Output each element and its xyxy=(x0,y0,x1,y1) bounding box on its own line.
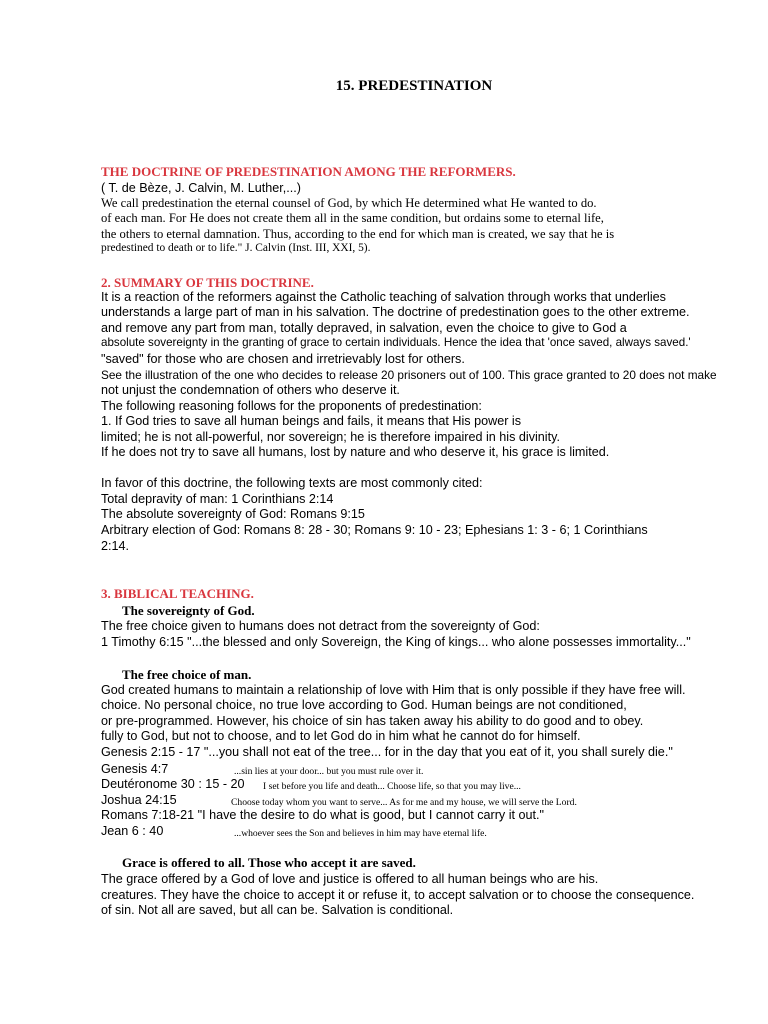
subsection-title: The sovereignty of God. xyxy=(122,603,255,618)
section-2-line: understands a large part of man in his salvation. The doctrine of predestination goes to the other extreme. xyxy=(101,305,690,319)
section-3-line: creatures. They have the choice to accept it or refuse it, to accept salvation or to choose the consequence. xyxy=(101,888,695,902)
section-2-line: If he does not try to save all humans, lost by nature and who deserve it, his grace is limited. xyxy=(101,445,610,459)
section-2-line: Arbitrary election of God: Romans 8: 28 - 30; Romans 9: 10 - 23; Ephesians 1: 3 - 6; 1 Corinthians xyxy=(101,523,648,537)
section-3-line: The grace offered by a God of love and justice is offered to all human beings who are his. xyxy=(101,872,599,886)
section-1-heading: THE DOCTRINE OF PREDESTINATION AMONG THE REFORMERS. xyxy=(101,164,516,179)
section-2-line: See the illustration of the one who decides to release 20 prisoners out of 100. This grace granted to 20 does not make xyxy=(101,368,717,382)
scripture-quote: ...whoever sees the Son and believes in him may have eternal life. xyxy=(234,828,487,839)
section-2-line: The absolute sovereignty of God: Romans 9:15 xyxy=(101,507,365,521)
section-2-line: 1. If God tries to save all human beings and fails, it means that His power is xyxy=(101,414,521,428)
page-title: 15. PREDESTINATION xyxy=(335,78,493,94)
section-1-line: ( T. de Bèze, J. Calvin, M. Luther,...) xyxy=(101,181,301,195)
section-1-line: We call predestination the eternal counsel of God, by which He determined what He wanted to do. xyxy=(101,196,597,210)
section-3-heading: 3. BIBLICAL TEACHING. xyxy=(101,586,254,601)
scripture-reference: Romans 7:18-21 "I have the desire to do what is good, but I cannot carry it out." xyxy=(101,808,544,822)
scripture-reference: Jean 6 : 40 xyxy=(101,824,164,838)
section-2-line: The following reasoning follows for the proponents of predestination: xyxy=(101,399,482,413)
section-2-line: 2:14. xyxy=(101,539,130,553)
section-1-line: of each man. For He does not create them all in the same condition, but ordains some to eternal life, xyxy=(101,211,604,225)
section-2-line: limited; he is not all-powerful, nor sovereign; he is therefore impaired in his divinity. xyxy=(101,430,560,444)
section-3-line: Genesis 2:15 - 17 "...you shall not eat of the tree... for in the day that you eat of it, you shall surely die." xyxy=(101,745,673,759)
section-2-line: "saved" for those who are chosen and irretrievably lost for others. xyxy=(101,352,465,366)
scripture-quote: I set before you life and death... Choose life, so that you may live... xyxy=(263,781,521,792)
scripture-reference: Genesis 4:7 xyxy=(101,762,169,776)
section-2-line: Total depravity of man: 1 Corinthians 2:14 xyxy=(101,492,334,506)
scripture-quote: ...sin lies at your door... but you must rule over it. xyxy=(234,766,424,777)
subsection-title: Grace is offered to all. Those who accept it are saved. xyxy=(122,855,416,870)
subsection-title: The free choice of man. xyxy=(122,667,252,682)
section-2-line: and remove any part from man, totally depraved, in salvation, even the choice to give to God a xyxy=(101,321,627,335)
section-3-line: of sin. Not all are saved, but all can be. Salvation is conditional. xyxy=(101,903,454,917)
section-3-line: or pre-programmed. However, his choice of sin has taken away his ability to do good and to obey. xyxy=(101,714,644,728)
section-2-line: not unjust the condemnation of others who deserve it. xyxy=(101,383,400,397)
scripture-quote: Choose today whom you want to serve... As for me and my house, we will serve the Lord. xyxy=(231,797,577,808)
section-2-heading: 2. SUMMARY OF THIS DOCTRINE. xyxy=(101,275,314,290)
section-2-line: In favor of this doctrine, the following texts are most commonly cited: xyxy=(101,476,483,490)
section-1-line: predestined to death or to life." J. Calvin (Inst. III, XXI, 5). xyxy=(101,242,371,254)
section-3-line: God created humans to maintain a relationship of love with Him that is only possible if they have free will. xyxy=(101,683,686,697)
section-3-line: 1 Timothy 6:15 "...the blessed and only Sovereign, the King of kings... who alone possesses immortality..." xyxy=(101,635,691,649)
section-3-line: choice. No personal choice, no true love according to God. Human beings are not conditioned, xyxy=(101,698,627,712)
section-2-line: It is a reaction of the reformers against the Catholic teaching of salvation through works that underlies xyxy=(101,290,666,304)
section-1-line: the others to eternal damnation. Thus, according to the end for which man is created, we say that he is xyxy=(101,227,615,241)
section-3-line: The free choice given to humans does not detract from the sovereignty of God: xyxy=(101,619,540,633)
scripture-reference: Joshua 24:15 xyxy=(101,793,177,807)
section-3-line: fully to God, but not to choose, and to let God do in him what he cannot do for himself. xyxy=(101,729,581,743)
scripture-reference: Deutéronome 30 : 15 - 20 xyxy=(101,777,245,791)
section-2-line: absolute sovereignty in the granting of grace to certain individuals. Hence the idea that 'once saved, always saved.' xyxy=(101,336,691,349)
